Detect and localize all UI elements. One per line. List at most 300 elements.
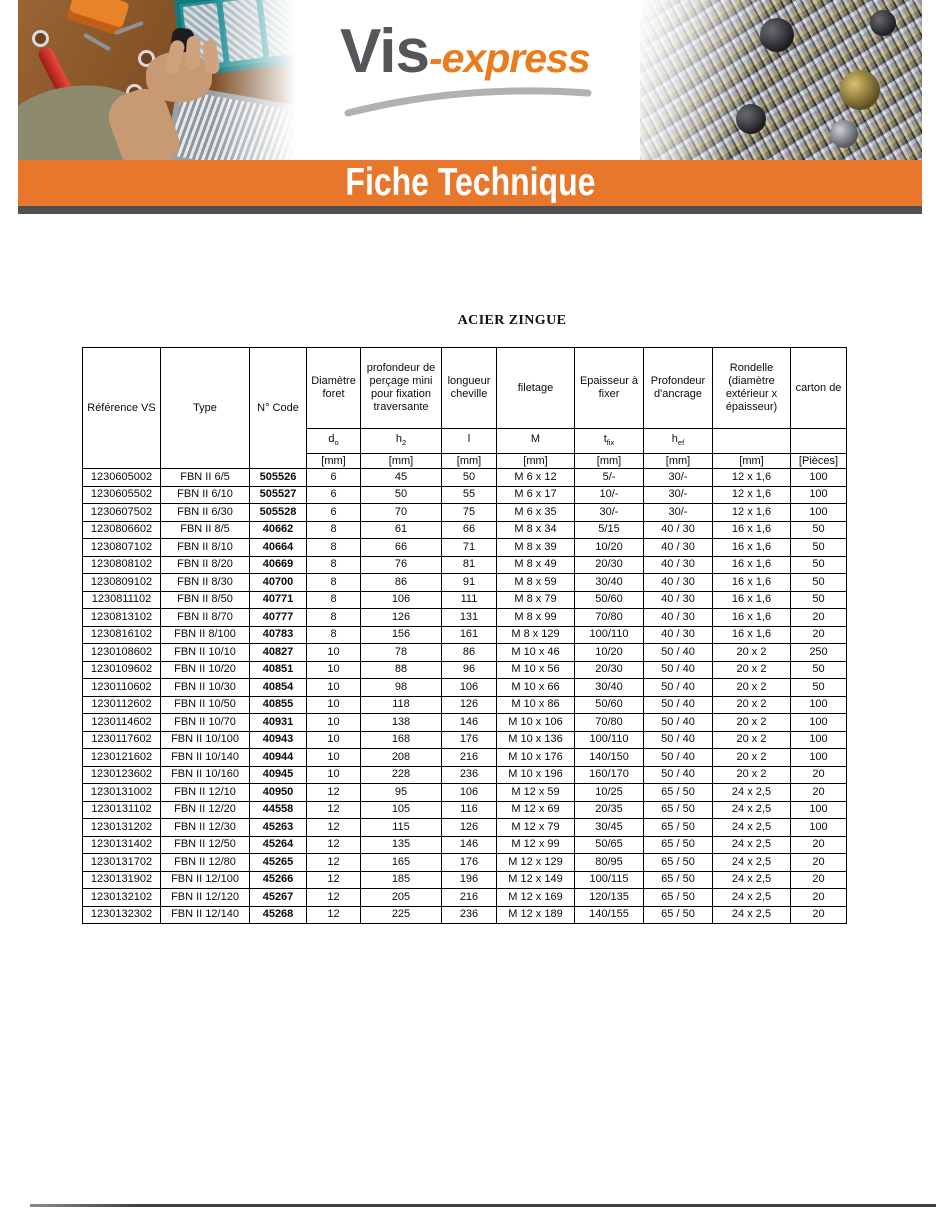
table-body [83, 469, 847, 924]
table-cell: 20 [791, 626, 847, 644]
table-cell: 100 [791, 819, 847, 837]
table-cell: 176 [442, 731, 497, 749]
table-cell: M 12 x 69 [497, 801, 575, 819]
table-cell: 1230110602 [83, 679, 161, 697]
table-cell: 100 [791, 486, 847, 504]
table-cell: M 8 x 129 [497, 626, 575, 644]
table-cell: 100 [791, 696, 847, 714]
table-cell: 216 [442, 749, 497, 767]
table-cell: 1230121602 [83, 749, 161, 767]
table-cell: M 12 x 79 [497, 819, 575, 837]
table-cell: 100 [791, 731, 847, 749]
table-cell: 20/35 [575, 801, 644, 819]
table-cell: 50 [791, 661, 847, 679]
table-cell: 24 x 2,5 [713, 819, 791, 837]
table-cell: M 12 x 99 [497, 836, 575, 854]
table-cell: 105 [361, 801, 442, 819]
table-cell: 20 [791, 889, 847, 907]
table-cell: 20/30 [575, 556, 644, 574]
table-cell: 1230131702 [83, 854, 161, 872]
table-cell: 20 [791, 836, 847, 854]
table-cell: FBN II 6/10 [161, 486, 250, 504]
table-cell: FBN II 12/140 [161, 906, 250, 924]
table-cell: 66 [442, 521, 497, 539]
table-cell: 20 x 2 [713, 696, 791, 714]
hand [146, 52, 212, 102]
unit-mm: [mm] [361, 454, 442, 469]
unit-mm: [mm] [442, 454, 497, 469]
table-row [83, 766, 847, 784]
table-cell: 8 [307, 591, 361, 609]
table-cell: FBN II 12/30 [161, 819, 250, 837]
table-cell: 40851 [250, 661, 307, 679]
table-cell: M 8 x 39 [497, 539, 575, 557]
red-screwdriver [36, 44, 84, 119]
table-cell: 100 [791, 714, 847, 732]
symbol-h2: $h_2$ [361, 429, 442, 454]
table-cell: 20/30 [575, 661, 644, 679]
table-cell: 16 x 1,6 [713, 556, 791, 574]
table-cell: 236 [442, 906, 497, 924]
metal-screw-tray [164, 84, 296, 160]
table-cell: 131 [442, 609, 497, 627]
table-cell: M 12 x 169 [497, 889, 575, 907]
table-cell: 5/15 [575, 521, 644, 539]
table-row [83, 854, 847, 872]
table-cell: 50 / 40 [644, 731, 713, 749]
table-cell: 24 x 2,5 [713, 889, 791, 907]
table-cell: 1230108602 [83, 644, 161, 662]
table-cell: 50/60 [575, 696, 644, 714]
table-cell: 95 [361, 784, 442, 802]
table-cell: 156 [361, 626, 442, 644]
table-cell: 20 x 2 [713, 731, 791, 749]
table-cell: 100/115 [575, 871, 644, 889]
table-cell: 76 [361, 556, 442, 574]
col-header-epaisseur: Epaisseur à fixer [575, 348, 644, 429]
table-cell: 505528 [250, 504, 307, 522]
table-cell: 1230816102 [83, 626, 161, 644]
table-cell: 250 [791, 644, 847, 662]
spec-table-wrapper [82, 347, 847, 924]
table-cell: 45268 [250, 906, 307, 924]
table-cell: FBN II 10/10 [161, 644, 250, 662]
table-cell: 1230117602 [83, 731, 161, 749]
table-cell: 70 [361, 504, 442, 522]
table-cell: M 6 x 17 [497, 486, 575, 504]
table-cell: 100/110 [575, 626, 644, 644]
table-cell: 24 x 2,5 [713, 906, 791, 924]
table-cell: 1230131402 [83, 836, 161, 854]
table-cell: 208 [361, 749, 442, 767]
banner-underline [18, 206, 922, 214]
table-cell: 12 [307, 819, 361, 837]
table-cell: 65 / 50 [644, 819, 713, 837]
col-header-type: Type [161, 348, 250, 469]
col-header-code: N° Code [250, 348, 307, 469]
table-row [83, 574, 847, 592]
table-cell: 65 / 50 [644, 801, 713, 819]
table-cell: 12 [307, 906, 361, 924]
table-cell: 24 x 2,5 [713, 836, 791, 854]
table-cell: 12 x 1,6 [713, 486, 791, 504]
table-cell: M 8 x 34 [497, 521, 575, 539]
table-cell: 45266 [250, 871, 307, 889]
table-cell: 70/80 [575, 609, 644, 627]
table-cell: 1230131102 [83, 801, 161, 819]
table-cell: 8 [307, 574, 361, 592]
table-cell: 10/- [575, 486, 644, 504]
table-cell: M 6 x 12 [497, 469, 575, 487]
table-cell: 100/110 [575, 731, 644, 749]
table-cell: M 10 x 176 [497, 749, 575, 767]
table-cell: 88 [361, 661, 442, 679]
table-cell: 236 [442, 766, 497, 784]
table-cell: 70/80 [575, 714, 644, 732]
table-cell: FBN II 12/100 [161, 871, 250, 889]
table-cell: 168 [361, 731, 442, 749]
workbench-photo [18, 0, 296, 160]
table-row [83, 661, 847, 679]
table-cell: FBN II 12/10 [161, 784, 250, 802]
table-cell: 8 [307, 521, 361, 539]
unit-mm: [mm] [307, 454, 361, 469]
table-cell: 24 x 2,5 [713, 784, 791, 802]
table-cell: 30/40 [575, 679, 644, 697]
sleeve [18, 68, 164, 160]
table-cell: 16 x 1,6 [713, 521, 791, 539]
table-cell: FBN II 6/5 [161, 469, 250, 487]
table-cell: FBN II 8/5 [161, 521, 250, 539]
table-cell: 40 / 30 [644, 556, 713, 574]
table-cell: 1230807102 [83, 539, 161, 557]
table-cell: FBN II 8/30 [161, 574, 250, 592]
table-cell: 106 [442, 784, 497, 802]
section-title: ACIER ZINGUE [457, 313, 567, 328]
table-cell: 20 [791, 871, 847, 889]
table-cell: 118 [361, 696, 442, 714]
table-cell: 50 / 40 [644, 696, 713, 714]
table-cell: 81 [442, 556, 497, 574]
table-cell: 5/- [575, 469, 644, 487]
table-cell: 126 [442, 696, 497, 714]
table-cell: 20 [791, 609, 847, 627]
table-cell: 12 [307, 871, 361, 889]
table-cell: 20 [791, 854, 847, 872]
table-row [83, 679, 847, 697]
table-cell: 146 [442, 836, 497, 854]
table-cell: 1230132102 [83, 889, 161, 907]
wrench [50, 106, 106, 152]
table-cell: 40 / 30 [644, 609, 713, 627]
table-cell: 1230131902 [83, 871, 161, 889]
table-row [83, 906, 847, 924]
table-cell: 10 [307, 661, 361, 679]
table-cell: 30/- [644, 504, 713, 522]
table-cell: 45264 [250, 836, 307, 854]
table-cell: M 10 x 46 [497, 644, 575, 662]
table-cell: 10 [307, 714, 361, 732]
table-cell: 24 x 2,5 [713, 854, 791, 872]
unit-mm: [mm] [713, 454, 791, 469]
table-cell: M 8 x 79 [497, 591, 575, 609]
table-cell: M 12 x 129 [497, 854, 575, 872]
table-cell: 20 x 2 [713, 749, 791, 767]
table-cell: 228 [361, 766, 442, 784]
table-cell: 96 [442, 661, 497, 679]
table-cell: M 12 x 189 [497, 906, 575, 924]
table-cell: 16 x 1,6 [713, 591, 791, 609]
table-cell: 16 x 1,6 [713, 539, 791, 557]
table-cell: 135 [361, 836, 442, 854]
table-cell: 20 [791, 766, 847, 784]
col-header-profondeur-percage: profondeur de perçage mini pour fixation traversante [361, 348, 442, 429]
table-cell: 50 [361, 486, 442, 504]
table-cell: 185 [361, 871, 442, 889]
table-row [83, 486, 847, 504]
table-cell: 20 x 2 [713, 644, 791, 662]
table-cell: 100 [791, 749, 847, 767]
screw-head [840, 70, 880, 110]
symbol-tfix: $t_{fix}$ [575, 429, 644, 454]
table-cell: 40854 [250, 679, 307, 697]
table-cell: 20 x 2 [713, 661, 791, 679]
table-cell: 20 x 2 [713, 679, 791, 697]
table-cell: 78 [361, 644, 442, 662]
table-cell: 65 / 50 [644, 784, 713, 802]
table-cell: M 10 x 66 [497, 679, 575, 697]
table-cell: 40855 [250, 696, 307, 714]
table-cell: FBN II 8/50 [161, 591, 250, 609]
table-cell: 165 [361, 854, 442, 872]
col-header-rondelle: Rondelle (diamètre extérieur x épaisseur) [713, 348, 791, 429]
table-cell: 100 [791, 504, 847, 522]
table-cell: FBN II 10/20 [161, 661, 250, 679]
table-cell: 1230605502 [83, 486, 161, 504]
table-cell: M 12 x 59 [497, 784, 575, 802]
screw-organizer-box [174, 0, 296, 78]
table-cell: 116 [442, 801, 497, 819]
table-cell: 146 [442, 714, 497, 732]
table-cell: 61 [361, 521, 442, 539]
table-cell: 10 [307, 749, 361, 767]
vis-express-logo [340, 16, 600, 87]
table-cell: 86 [361, 574, 442, 592]
table-cell: 12 x 1,6 [713, 469, 791, 487]
table-row [83, 591, 847, 609]
table-cell: 65 / 50 [644, 906, 713, 924]
table-cell: 30/40 [575, 574, 644, 592]
table-cell: 40943 [250, 731, 307, 749]
table-cell: 50 [791, 521, 847, 539]
table-cell: 91 [442, 574, 497, 592]
table-cell: 1230809102 [83, 574, 161, 592]
banner [18, 160, 922, 206]
spec-table [82, 347, 847, 924]
table-cell: 216 [442, 889, 497, 907]
table-cell: 12 [307, 854, 361, 872]
symbol-hef: $h_{ef}$ [644, 429, 713, 454]
table-row [83, 749, 847, 767]
table-cell: 1230607502 [83, 504, 161, 522]
col-header-longueur: longueur cheville [442, 348, 497, 429]
table-cell: 160/170 [575, 766, 644, 784]
table-cell: 106 [442, 679, 497, 697]
table-cell: 10/25 [575, 784, 644, 802]
table-cell: 1230109602 [83, 661, 161, 679]
table-cell: 225 [361, 906, 442, 924]
unit-mm: [mm] [644, 454, 713, 469]
table-cell: 40662 [250, 521, 307, 539]
table-cell: 20 [791, 906, 847, 924]
table-cell: 12 [307, 784, 361, 802]
screw-head [760, 18, 794, 52]
table-cell: 50 / 40 [644, 661, 713, 679]
table-cell: 12 x 1,6 [713, 504, 791, 522]
table-cell: 20 x 2 [713, 714, 791, 732]
table-row [83, 714, 847, 732]
table-cell: 505526 [250, 469, 307, 487]
symbol-d0: $d_o$ [307, 429, 361, 454]
table-cell: 100 [791, 801, 847, 819]
table-cell: 65 / 50 [644, 854, 713, 872]
table-cell: 50 [791, 539, 847, 557]
table-row [83, 626, 847, 644]
table-cell: 161 [442, 626, 497, 644]
table-cell: 40 / 30 [644, 591, 713, 609]
table-cell: M 10 x 86 [497, 696, 575, 714]
table-cell: 16 x 1,6 [713, 609, 791, 627]
table-cell: M 8 x 99 [497, 609, 575, 627]
table-cell: 80/95 [575, 854, 644, 872]
table-cell: 140/155 [575, 906, 644, 924]
table-cell: 50 / 40 [644, 644, 713, 662]
table-cell: 66 [361, 539, 442, 557]
table-row [83, 469, 847, 487]
banner-title: Fiche Technique [345, 161, 595, 204]
table-cell: 50/65 [575, 836, 644, 854]
table-cell: 45263 [250, 819, 307, 837]
table-cell: 100 [791, 469, 847, 487]
table-cell: 24 x 2,5 [713, 871, 791, 889]
col-header-diametre: Diamètre foret [307, 348, 361, 429]
unit-mm: [mm] [497, 454, 575, 469]
table-row [83, 556, 847, 574]
table-cell: 50 [791, 591, 847, 609]
table-cell: 6 [307, 486, 361, 504]
table-cell: 50 [791, 574, 847, 592]
table-cell: FBN II 8/10 [161, 539, 250, 557]
table-cell: 40777 [250, 609, 307, 627]
col-header-carton: carton de [791, 348, 847, 429]
table-cell: 40950 [250, 784, 307, 802]
table-row [83, 801, 847, 819]
table-cell: FBN II 10/30 [161, 679, 250, 697]
table-cell: 40783 [250, 626, 307, 644]
table-cell: 44558 [250, 801, 307, 819]
table-cell: 126 [442, 819, 497, 837]
table-cell: 138 [361, 714, 442, 732]
table-row [83, 784, 847, 802]
table-cell: 10/20 [575, 539, 644, 557]
table-cell: 24 x 2,5 [713, 801, 791, 819]
screw-head [736, 104, 766, 134]
table-cell: FBN II 8/70 [161, 609, 250, 627]
table-cell: M 10 x 106 [497, 714, 575, 732]
logo-text-express: -express [428, 35, 590, 81]
table-cell: 1230808102 [83, 556, 161, 574]
table-cell: 50 / 40 [644, 679, 713, 697]
table-cell: 20 [791, 784, 847, 802]
orange-tool [66, 0, 130, 36]
table-cell: 8 [307, 539, 361, 557]
table-cell: 1230813102 [83, 609, 161, 627]
table-cell: 50 / 40 [644, 749, 713, 767]
screw-head [830, 120, 858, 148]
table-cell: 6 [307, 504, 361, 522]
table-cell: FBN II 6/30 [161, 504, 250, 522]
table-row [83, 539, 847, 557]
table-cell: 71 [442, 539, 497, 557]
table-cell: FBN II 10/50 [161, 696, 250, 714]
table-cell: 45267 [250, 889, 307, 907]
table-cell: FBN II 12/20 [161, 801, 250, 819]
table-cell: M 10 x 56 [497, 661, 575, 679]
table-cell: 8 [307, 609, 361, 627]
table-cell: FBN II 8/20 [161, 556, 250, 574]
table-cell: 50 [791, 556, 847, 574]
table-cell: 50/60 [575, 591, 644, 609]
symbol-l: l [442, 429, 497, 454]
table-cell: 16 x 1,6 [713, 626, 791, 644]
table-cell: 40 / 30 [644, 626, 713, 644]
col-header-ancrage: Profondeur d'ancrage [644, 348, 713, 429]
table-cell: 40827 [250, 644, 307, 662]
table-row [83, 644, 847, 662]
table-cell: 30/- [575, 504, 644, 522]
table-header [83, 348, 847, 469]
table-cell: FBN II 10/70 [161, 714, 250, 732]
table-cell: 1230123602 [83, 766, 161, 784]
table-cell: FBN II 10/160 [161, 766, 250, 784]
symbol-empty-carton [791, 429, 847, 454]
table-cell: FBN II 10/140 [161, 749, 250, 767]
table-row [83, 819, 847, 837]
table-cell: 40 / 30 [644, 539, 713, 557]
table-cell: 10 [307, 696, 361, 714]
screws-pile-photo [640, 0, 922, 160]
table-cell: 50 / 40 [644, 766, 713, 784]
table-cell: 40 / 30 [644, 521, 713, 539]
table-row [83, 889, 847, 907]
table-cell: 176 [442, 854, 497, 872]
table-cell: 20 x 2 [713, 766, 791, 784]
screw-head [870, 10, 896, 36]
table-cell: 40 / 30 [644, 574, 713, 592]
table-cell: 55 [442, 486, 497, 504]
table-cell: 196 [442, 871, 497, 889]
table-cell: 30/- [644, 486, 713, 504]
table-cell: 12 [307, 801, 361, 819]
table-cell: 8 [307, 626, 361, 644]
table-cell: 8 [307, 556, 361, 574]
table-cell: 50 [442, 469, 497, 487]
table-cell: 10 [307, 766, 361, 784]
table-cell: 1230605002 [83, 469, 161, 487]
table-cell: 140/150 [575, 749, 644, 767]
table-cell: FBN II 12/80 [161, 854, 250, 872]
table-cell: 1230806602 [83, 521, 161, 539]
